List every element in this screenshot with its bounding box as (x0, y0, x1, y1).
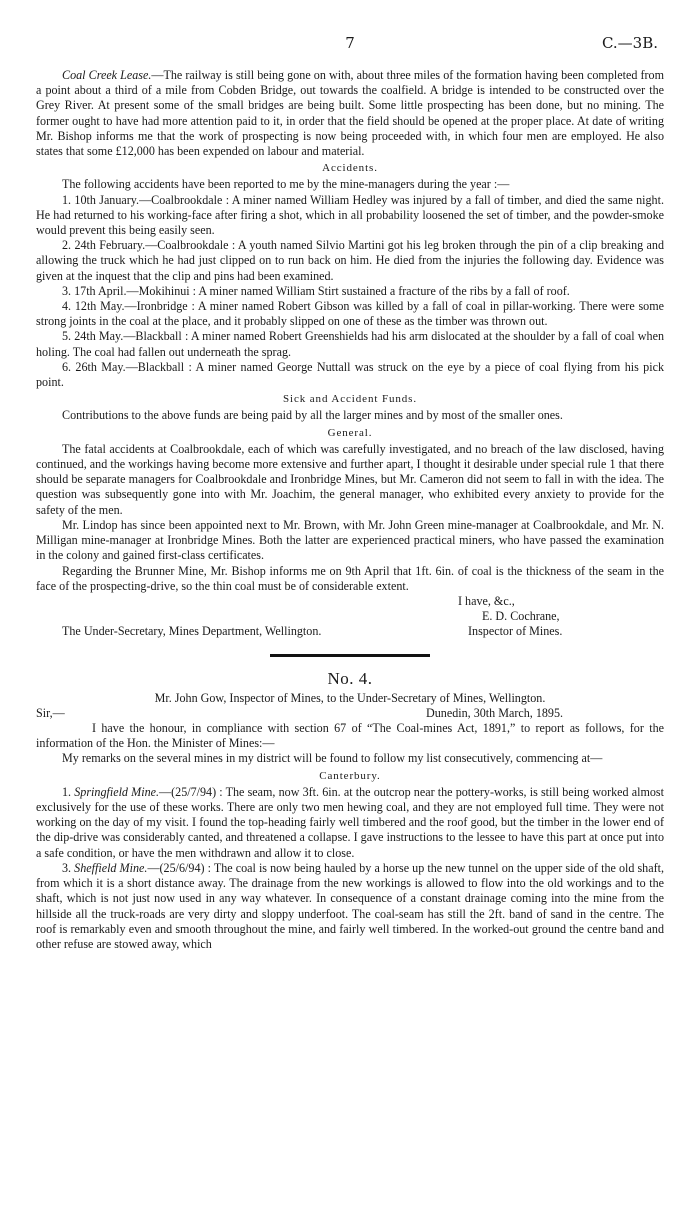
signature-addressee: The Under-Secretary, Mines Department, Wellington. (62, 624, 322, 639)
salutation: Sir,— (36, 705, 65, 720)
no4-address: Mr. John Gow, Inspector of Mines, to the Under-Secretary of Mines, Wellington. (154, 690, 546, 705)
general-paragraph: Regarding the Brunner Mine, Mr. Bishop informs me on 9th April that 1ft. 6in. of coal is the thickness of the seam in the face of the prospecting-drive, so the thin coal must be of considerable extent. (36, 563, 664, 593)
accident-item: 4. 12th May.—Ironbridge : A miner named Robert Gibson was killed by a fall of coal in pillar-working. There were some strong joints in the coal at the place, and it probably slipped on one of these as the timber was thrown out. (36, 299, 664, 329)
funds-heading: Sick and Accident Funds. (282, 393, 418, 406)
accidents-heading: Accidents. (322, 162, 378, 175)
accident-item: 2. 24th February.—Coalbrookdale : A youth named Silvio Martini got his leg broken through the pin of a clip breaking and allowing the truck which he had just clipped on to run back on him. He died from the injuries the following day. Evidence was given at the inquest that the clip and pins had been examined. (36, 238, 664, 283)
springfield-paragraph: 1. Springfield Mine.—(25/7/94) : The seam, now 3ft. 6in. at the outcrop near the pottery-works, is still being worked almost exclusively for the use of these works. There are only two men hewing coal, and they are not employed full time. They were not working on the day of my visit. I found the top-heading fairly well timbered and the roof good, but the timber in the lower end of the dip-drive was considerably canted, and threatened a collapse. I gave instructions to the lessee to have this part at once put into a safe condition, or have the men withdrawn and allow it to close. (36, 784, 664, 860)
sheffield-text: —(25/6/94) : The coal is now being hauled by a horse up the new tunnel on the upper side of the old shaft, from which it is a short distance away. The drainage from the new workings is allowed to flow into the old workings and to the shaft, which is not just now used in any way whatever. In consequence of a constant drainage coming into the mine from the hillside all the truck-roads are very dirty and sloppy underfoot. The coal-seam has still the 2ft. band of sand in the centre. The roof is remarkably even and smooth throughout the mine, and fairly well timbered. In the worked-out ground the centre band and other refuse are stowed away, which (36, 860, 665, 951)
springfield-text: —(25/7/94) : The seam, now 3ft. 6in. at the outcrop near the pottery-works, is still being worked almost exclusively for the use of these works. There are only two men hewing coal, and they are not employed full time. They were not working on the day of my visit. I found the top-heading fairly well timbered and the roof good, but the timber in the lower end of the dip-drive was considerably canted, and threatened a collapse. I gave instructions to the lessee to have this part at once put into a safe condition, or have the men withdrawn and allow it to close. (36, 784, 664, 860)
document-reference: C.—3B. (601, 34, 658, 52)
coal-creek-paragraph (36, 68, 664, 159)
no4-remarks: My remarks on the several mines in my district will be found to follow my list consecutively, commencing at— (62, 751, 603, 766)
letter-date: Dunedin, 30th March, 1895. (426, 705, 564, 720)
general-paragraph: Mr. Lindop has since been appointed next to Mr. Brown, with Mr. John Green mine-manager at Coalbrookdale, and Mr. N. Milligan mine-manager at Ironbridge Mines. Both the latter are experienced practical miners, who have passed the examination in the colony and gained first-class certificates. (36, 517, 664, 563)
no4-opening: I have the honour, in compliance with section 67 of “The Coal-mines Act, 1891,” to report as follows, for the information of the Hon. the Minister of Mines:— (36, 721, 664, 751)
sheffield-title: Sheffield Mine. (74, 860, 148, 875)
coal-creek-title: Coal Creek Lease. (62, 68, 152, 82)
accidents-intro: The following accidents have been reported to me by the mine-managers during the year :— (62, 177, 510, 192)
accident-item: 1. 10th January.—Coalbrookdale : A miner named William Hedley was injured by a fall of timber, and died the same night. He had returned to his working-face after firing a shot, which in all probability loosened the set of timber, and the powder-smoke would prevent this being easily seen. (36, 192, 664, 238)
general-paragraph: The fatal accidents at Coalbrookdale, each of which was carefully investigated, and no breach of the law disclosed, having continued, and the workings having become more extensive and further apart, I thought it desirable under special rule 1 that there should be separate managers for Coalbrookdale and Ironbridge Mines, but Mr. Cameron did not seem to fall in with the idea. The question was subsequently gone into with Mr. Joachim, the general manager, who exhibited every anxiety to provide for the safety of the men. (36, 441, 664, 517)
accident-item: 6. 26th May.—Blackball : A miner named George Nuttall was struck on the eye by a piece of coal flying from his pick point. (36, 359, 664, 390)
canterbury-heading: Canterbury. (319, 769, 381, 782)
document-body (36, 68, 664, 952)
section-divider (270, 654, 430, 657)
sheffield-paragraph: 3. Sheffield Mine.—(25/6/94) : The coal is now being hauled by a horse up the new tunnel on the upper side of the old shaft, from which it is a short distance away. The drainage from the new workings is allowed to flow into the old workings and to the shaft, which is not just now used in any way whatever. In consequence of a constant drainage coming into the mine from the hillside all the truck-roads are very dirty and sloppy underfoot. The coal-seam has still the 2ft. band of sand in the centre. The roof is remarkably even and smooth throughout the mine, and fairly well timbered. In the worked-out ground the centre band and other refuse are stowed away, which (36, 860, 665, 951)
accident-item: 5. 24th May.—Blackball : A miner named Robert Greenshields had his arm dislocated at the shoulder by a fall of coal when holing. The coal had fallen out underneath the sprag. (36, 329, 664, 359)
funds-text: Contributions to the above funds are being paid by all the larger mines and by most of the smaller ones. (62, 408, 563, 423)
springfield-title: Springfield Mine. (74, 784, 160, 799)
signature-title: Inspector of Mines. (468, 624, 563, 639)
no4-heading: No. 4. (327, 669, 373, 689)
accident-item: 3. 17th April.—Mokihinui : A miner named William Stirt sustained a fracture of the ribs by a fall of roof. (62, 283, 570, 298)
signature-closing: I have, &c., (458, 593, 515, 608)
signature-name: E. D. Cochrane, (482, 609, 560, 624)
coal-creek-text: —The railway is still being gone on with, about three miles of the formation having been completed from a point about a third of a mile from Cobden Bridge, out towards the coalfield. A bridge is intended to be constructed over the Grey River. At present some of the small bridges are being built. Some little prospecting has been done, but no mining. The former ought to have had more attention paid to it, in order that the field should be opened at the proper place. At date of writing Mr. Bishop informs me that the work of prospecting is now being proceeded with, in which four men are employed. He also states that some £12,000 has been expended on labour and material. (36, 68, 664, 159)
general-heading: General. (327, 426, 373, 439)
page-number: 7 (345, 34, 355, 52)
